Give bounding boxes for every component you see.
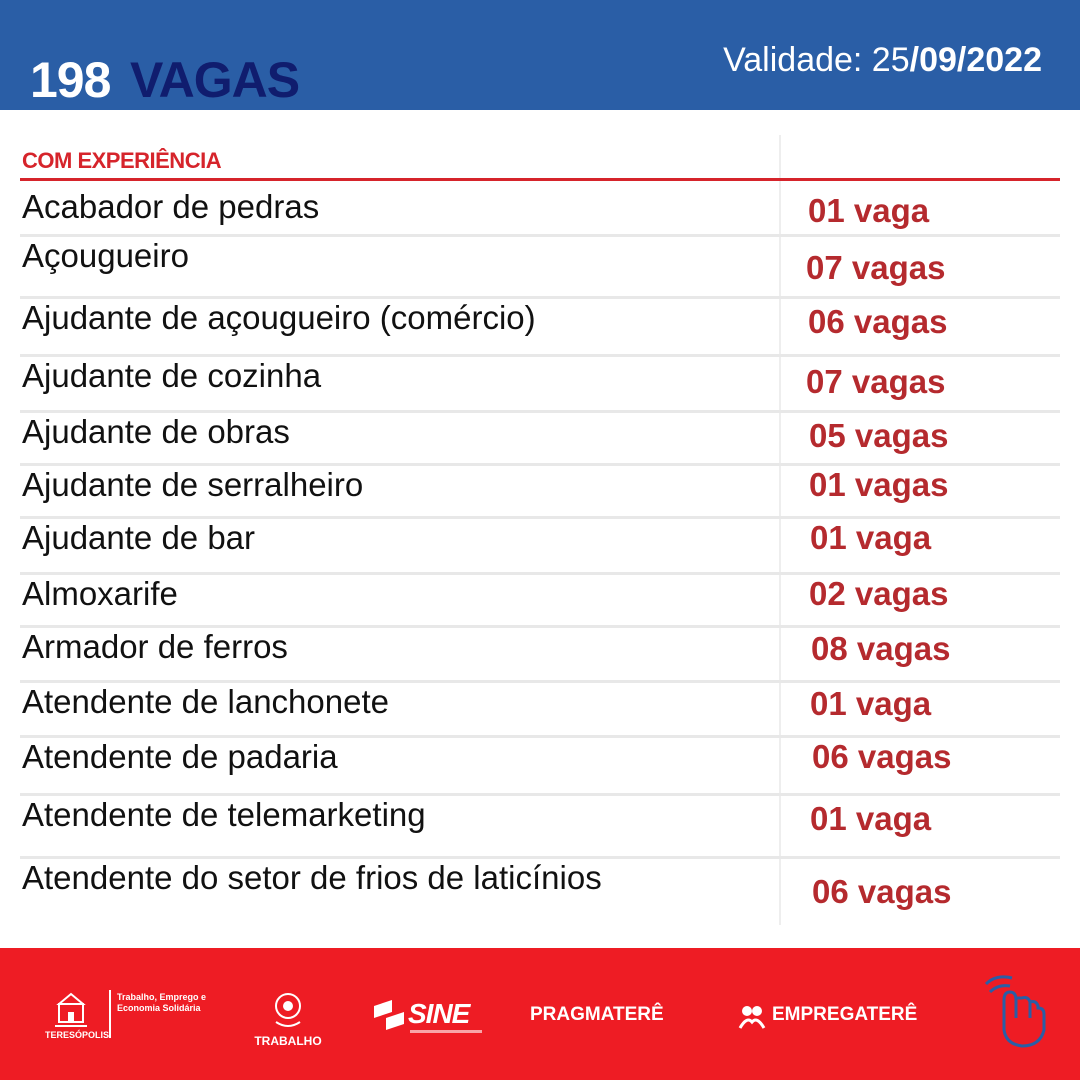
job-role: Acabador de pedras: [22, 188, 320, 225]
job-role: Atendente de telemarketing: [22, 796, 426, 833]
vacancy-title: VAGAS: [130, 52, 300, 108]
job-role: Ajudante de obras: [22, 413, 290, 450]
job-row: [20, 680, 1060, 738]
job-role: Almoxarife: [22, 575, 178, 612]
job-row: [20, 185, 1060, 237]
job-row: [20, 296, 1060, 357]
prefeitura-logo: [45, 990, 215, 1050]
trabalho-logo: [250, 990, 330, 1050]
job-quantity: 01 vaga: [810, 800, 932, 837]
section-divider: [20, 178, 1060, 181]
trabalho-text: TRABALHO: [254, 1034, 322, 1048]
job-quantity: 02 vagas: [809, 575, 949, 612]
job-row: [20, 856, 1060, 926]
job-role: Armador de ferros: [22, 628, 288, 665]
job-row: [20, 516, 1060, 575]
job-quantity: 05 vagas: [809, 417, 949, 454]
job-quantity: 01 vaga: [810, 685, 932, 722]
job-row: [20, 463, 1060, 519]
validity-label: Validade: 25: [723, 41, 910, 79]
job-role: Ajudante de açougueiro (comércio): [22, 299, 536, 336]
job-quantity: 06 vagas: [808, 303, 948, 340]
job-quantity: 07 vagas: [806, 249, 946, 286]
section-title: COM EXPERIÊNCIA: [22, 148, 222, 173]
job-quantity: 01 vaga: [810, 519, 932, 556]
job-role: Açougueiro: [22, 237, 189, 274]
job-row: [20, 625, 1060, 683]
job-row: [20, 234, 1060, 299]
job-quantity: 07 vagas: [806, 363, 946, 400]
empregatere-text: EMPREGATERÊ: [772, 1004, 918, 1025]
job-row: [20, 735, 1060, 796]
job-role: Ajudante de serralheiro: [22, 466, 364, 503]
jobs-table: [0, 110, 1080, 948]
job-role: Atendente do setor de frios de laticínios: [22, 859, 602, 896]
header-bar: [0, 0, 1080, 110]
footer-bar: [0, 948, 1080, 1080]
job-role: Ajudante de bar: [22, 519, 256, 556]
pragmatere-logo: PRAGMATERÊ: [530, 1004, 664, 1025]
job-quantity: 08 vagas: [811, 630, 951, 667]
empregatere-logo: [738, 1002, 938, 1032]
job-quantity: 01 vaga: [808, 192, 930, 229]
job-row: [20, 793, 1060, 859]
sine-subtitle-line: [410, 1030, 482, 1033]
prefeitura-city: TERESÓPOLIS: [45, 1030, 110, 1040]
sine-text: SINE: [408, 998, 470, 1029]
job-row: [20, 410, 1060, 466]
validity-date: /09/2022: [909, 41, 1042, 79]
prefeitura-dept: Trabalho, Emprego e Economia Solidária: [117, 992, 207, 1013]
state-crest-icon: [270, 990, 306, 1030]
logo-separator: [109, 990, 111, 1038]
sine-mark-icon: [372, 1000, 406, 1030]
job-role: Ajudante de cozinha: [22, 357, 322, 394]
job-role: Atendente de lanchonete: [22, 683, 389, 720]
sine-logo: [372, 998, 492, 1038]
job-row: [20, 572, 1060, 628]
job-row: [20, 354, 1060, 413]
tap-hand-icon: [982, 970, 1050, 1050]
job-quantity: 06 vagas: [812, 873, 952, 910]
validity-text: [723, 40, 1042, 80]
job-quantity: 01 vagas: [809, 466, 949, 503]
city-crest-icon: [51, 990, 91, 1030]
vacancy-count: 198: [30, 52, 111, 108]
people-icon: [738, 1004, 766, 1030]
job-role: Atendente de padaria: [22, 738, 338, 775]
job-quantity: 06 vagas: [812, 738, 952, 775]
